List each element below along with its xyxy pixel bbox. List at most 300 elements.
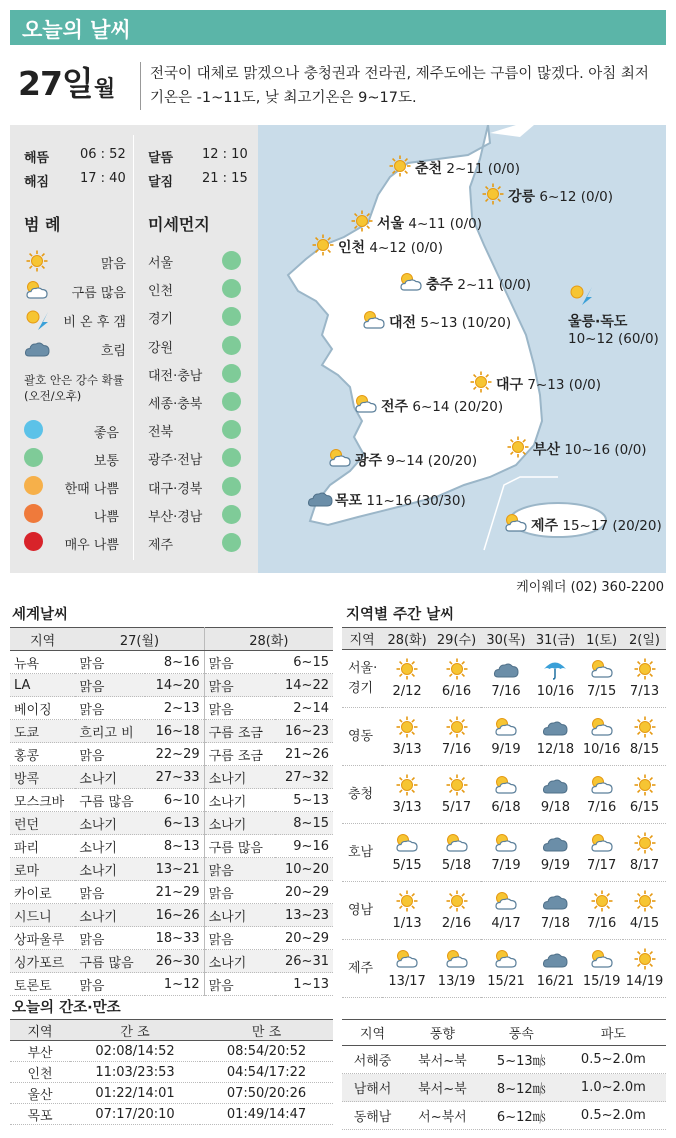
world-cell: 21~26 — [275, 743, 333, 766]
world-cell: 6~15 — [275, 651, 333, 674]
weekly-cell — [531, 882, 580, 940]
world-cell: 1~12 — [145, 973, 204, 996]
world-cell: 6~13 — [145, 812, 204, 835]
weekly-header: 31(금) — [531, 628, 580, 650]
city-temp: 11~16 (30/30) — [366, 493, 466, 509]
world-cell: 8~16 — [145, 651, 204, 674]
city-name: 부산 — [533, 442, 561, 458]
world-cell: 맑음 — [204, 651, 275, 674]
weekly-cell — [580, 766, 623, 824]
weekly-temp: 5/18 — [441, 858, 472, 873]
weekly-cell — [481, 824, 530, 882]
weekly-cell — [580, 708, 623, 766]
sea-cell: 서~북서 — [403, 1102, 482, 1130]
weekly-cell — [432, 650, 481, 708]
sun-icon — [349, 210, 375, 236]
table-row — [10, 743, 333, 766]
world-cell: 20~29 — [275, 881, 333, 904]
world-cell: 맑음 — [75, 881, 145, 904]
weekly-cell — [481, 940, 530, 998]
world-header-day2: 28(화) — [204, 628, 333, 651]
sun-icon — [632, 774, 658, 796]
table-row — [10, 904, 333, 927]
world-cell: 맑음 — [204, 973, 275, 996]
world-cell: 카이로 — [10, 881, 75, 904]
weekly-cell — [382, 882, 431, 940]
dust-face-icon — [24, 476, 43, 495]
world-cell: 14~20 — [145, 674, 204, 697]
tide-cell: 08:54/20:52 — [200, 1041, 333, 1062]
world-cell: 22~29 — [145, 743, 204, 766]
partly-cloudy-icon — [394, 948, 420, 970]
sea-cell: 서해중 — [342, 1046, 403, 1074]
sea-header: 풍향 — [403, 1020, 482, 1046]
city-temp: 10~12 (60/0) — [568, 331, 659, 347]
table-row — [10, 927, 333, 950]
weekly-temp: 13/17 — [388, 974, 426, 989]
weekly-temp: 14/19 — [625, 974, 664, 989]
table-row — [342, 882, 666, 940]
city-name: 인천 — [338, 240, 366, 256]
sun-icon — [632, 716, 658, 738]
cloud-icon — [493, 658, 519, 680]
world-cell: 런던 — [10, 812, 75, 835]
world-cell: 맑음 — [75, 674, 145, 697]
world-cell: 구름 조금 — [204, 743, 275, 766]
city-temp: 9~14 (20/20) — [386, 453, 478, 469]
weekly-cell — [382, 650, 431, 708]
dust-face-icon — [222, 364, 241, 383]
weekly-header: 30(목) — [481, 628, 530, 650]
city-temp: 7~13 (0/0) — [527, 377, 601, 393]
cloud-icon — [542, 948, 568, 970]
city-temp: 4~11 (0/0) — [408, 216, 482, 232]
dust-region: 경기 — [148, 312, 174, 328]
date-dow: 월 — [94, 77, 116, 102]
weekly-temp: 2/16 — [441, 916, 472, 931]
world-cell: 소나기 — [204, 766, 275, 789]
dust-region: 부산·경남 — [148, 509, 203, 525]
world-cell: 싱가포르 — [10, 950, 75, 973]
tide-cell: 01:49/14:47 — [200, 1104, 333, 1125]
weekly-header: 28(화) — [382, 628, 431, 650]
sun-icon — [310, 234, 336, 260]
world-cell: 2~14 — [275, 697, 333, 720]
weekly-cell — [623, 766, 666, 824]
weekly-region: 서울· 경기 — [342, 650, 382, 708]
world-cell: 5~13 — [275, 789, 333, 812]
world-cell: 소나기 — [75, 904, 145, 927]
legend-label: 흐림 — [100, 344, 126, 359]
city-temp: 10~16 (0/0) — [564, 442, 647, 458]
cloud-icon — [307, 487, 333, 513]
world-cell: 맑음 — [204, 697, 275, 720]
tide-cell: 04:54/17:22 — [200, 1062, 333, 1083]
world-cell: 27~32 — [275, 766, 333, 789]
weekly-cell — [531, 766, 580, 824]
dust-face-icon — [222, 392, 241, 411]
table-row — [10, 858, 333, 881]
tide-cell: 인천 — [10, 1062, 70, 1083]
partly-cloudy-icon — [493, 716, 519, 738]
weekly-temp: 8/17 — [629, 858, 660, 873]
table-row — [10, 1041, 333, 1062]
sun-icon — [468, 371, 494, 397]
weekly-temp: 3/13 — [392, 800, 422, 815]
banner-title: 오늘의 날씨 — [10, 10, 666, 45]
dust-title: 미세먼지 — [148, 215, 210, 234]
weekly-cell — [623, 650, 666, 708]
dust-region: 세종·충북 — [148, 397, 203, 412]
map-city — [389, 312, 511, 332]
weekly-header: 지역 — [342, 628, 382, 650]
weekly-cell — [623, 824, 666, 882]
city-name: 광주 — [355, 453, 383, 469]
world-cell: 16~18 — [145, 720, 204, 743]
world-cell: 8~13 — [145, 835, 204, 858]
dust-region: 강원 — [148, 340, 174, 356]
weekly-temp: 4/17 — [491, 916, 521, 931]
dust-face-icon — [222, 336, 241, 355]
dust-region: 제주 — [148, 538, 174, 553]
tide-table — [10, 1019, 333, 1125]
world-header-region: 지역 — [10, 628, 75, 651]
partly-cloudy-icon — [493, 948, 519, 970]
world-cell: 소나기 — [75, 835, 145, 858]
panel-divider — [133, 135, 134, 560]
weekly-region: 충청 — [342, 766, 382, 824]
weekly-cell — [531, 650, 580, 708]
map-city — [381, 396, 503, 416]
world-cell: 소나기 — [204, 904, 275, 927]
cloud-icon — [542, 832, 568, 854]
legend-label: 맑음 — [100, 257, 126, 272]
credit: 케이웨더 (02) 360-2200 — [516, 580, 664, 595]
weekly-cell — [481, 766, 530, 824]
weekly-temp: 7/16 — [441, 742, 472, 757]
cloud-icon — [542, 774, 568, 796]
cloud-icon — [542, 716, 568, 738]
world-cell: 2~13 — [145, 697, 204, 720]
weekly-region: 호남 — [342, 824, 382, 882]
sun-icon — [444, 890, 470, 912]
table-row — [10, 835, 333, 858]
weekly-temp: 7/17 — [587, 858, 617, 873]
world-cell: 16~23 — [275, 720, 333, 743]
world-cell: 14~22 — [275, 674, 333, 697]
world-cell: 시드니 — [10, 904, 75, 927]
map-city — [355, 450, 477, 470]
sea-cell: 8~12㎧ — [482, 1074, 561, 1102]
partly-cloudy-icon — [493, 832, 519, 854]
weekly-temp: 7/15 — [587, 684, 617, 699]
city-name: 전주 — [381, 399, 409, 415]
map-city — [338, 237, 443, 257]
weekly-temp: 12/18 — [536, 742, 575, 757]
sea-cell: 0.5~2.0m — [561, 1102, 666, 1130]
tide-cell: 부산 — [10, 1041, 70, 1062]
map-city — [508, 186, 613, 206]
world-cell: 맑음 — [204, 927, 275, 950]
dust-level-label: 한때 나쁨 — [64, 482, 119, 497]
world-cell: 9~16 — [275, 835, 333, 858]
weather-summary: 전국이 대체로 맑겠으나 충청권과 전라권, 제주도에는 구름이 많겠다. 아침 최저기온은 -1~11도, 낮 최고기온은 9~17도. — [150, 66, 649, 106]
weekly-cell — [580, 882, 623, 940]
partly-cloudy-icon — [24, 279, 50, 305]
sea-cell: 북서~북 — [403, 1074, 482, 1102]
weekly-cell — [481, 650, 530, 708]
sun-icon — [589, 890, 615, 912]
tide-header-region: 지역 — [10, 1020, 70, 1041]
sun-icon — [387, 155, 413, 181]
weekly-table — [342, 627, 666, 998]
weekly-temp: 7/16 — [587, 916, 617, 931]
world-cell: 맑음 — [75, 651, 145, 674]
partly-cloudy-icon — [589, 774, 615, 796]
dust-level-label: 좋음 — [93, 426, 119, 441]
weekly-region: 영남 — [342, 882, 382, 940]
partly-cloudy-icon — [444, 832, 470, 854]
weekly-temp: 2/12 — [392, 684, 422, 699]
sun-icon — [505, 436, 531, 462]
world-cell: 구름 많음 — [75, 950, 145, 973]
weekly-cell — [432, 824, 481, 882]
map-city — [377, 213, 482, 233]
weekly-title: 지역별 주간 날씨 — [346, 607, 455, 623]
map-city — [415, 158, 520, 178]
cloud-icon — [542, 890, 568, 912]
weekly-temp: 6/16 — [441, 684, 472, 699]
sun-icon — [444, 658, 470, 680]
table-row — [10, 1083, 333, 1104]
sunrise-label: 해뜸 — [24, 151, 50, 166]
city-name: 제주 — [531, 518, 559, 534]
city-temp: 4~12 (0/0) — [369, 240, 443, 256]
moonset-label: 달짐 — [148, 175, 174, 190]
sun-icon — [394, 716, 420, 738]
world-cell: 베이징 — [10, 697, 75, 720]
partly-cloudy-icon — [493, 774, 519, 796]
world-cell: 소나기 — [75, 766, 145, 789]
table-row — [10, 950, 333, 973]
tide-cell: 02:08/14:52 — [70, 1041, 200, 1062]
legend-label: 구름 많음 — [71, 286, 126, 301]
world-cell: 소나기 — [75, 812, 145, 835]
sun-icon — [480, 183, 506, 209]
world-cell: 상파울루 — [10, 927, 75, 950]
tide-cell: 01:22/14:01 — [70, 1083, 200, 1104]
tide-cell: 07:50/20:26 — [200, 1083, 333, 1104]
world-cell: 21~29 — [145, 881, 204, 904]
world-cell: 뉴욕 — [10, 651, 75, 674]
dust-face-icon — [24, 532, 43, 551]
world-header-day1: 27(월) — [75, 628, 204, 651]
tide-cell: 07:17/20:10 — [70, 1104, 200, 1125]
legend-label: 비 온 후 갬 — [63, 315, 126, 330]
world-cell: 구름 많음 — [75, 789, 145, 812]
world-cell: 파리 — [10, 835, 75, 858]
city-name: 춘천 — [415, 161, 443, 177]
weekly-temp: 10/16 — [536, 684, 575, 699]
umbrella-icon — [542, 658, 568, 680]
city-temp: 6~14 (20/20) — [412, 399, 504, 415]
partly-cloudy-icon — [589, 832, 615, 854]
sun-icon — [394, 658, 420, 680]
world-cell: 방콕 — [10, 766, 75, 789]
map-city — [496, 374, 601, 394]
table-row — [342, 766, 666, 824]
sea-table — [342, 1019, 666, 1130]
table-row — [342, 940, 666, 998]
cloud-icon — [24, 337, 50, 363]
dust-level-label: 보통 — [93, 454, 119, 469]
map-city — [426, 274, 531, 294]
world-cell: 소나기 — [204, 812, 275, 835]
moonrise-label: 달뜸 — [148, 151, 174, 166]
weekly-cell — [531, 708, 580, 766]
table-row — [342, 1074, 666, 1102]
world-cell: 흐리고 비 — [75, 720, 145, 743]
world-cell: 8~15 — [275, 812, 333, 835]
dust-level-label: 매우 나쁨 — [64, 538, 119, 553]
weekly-cell — [623, 708, 666, 766]
world-cell: 구름 조금 — [204, 720, 275, 743]
dust-region: 서울 — [148, 256, 174, 271]
sea-cell: 6~12㎧ — [482, 1102, 561, 1130]
partly-cloudy-icon — [398, 271, 424, 297]
city-name: 목포 — [335, 493, 363, 509]
dust-region: 대전·충남 — [148, 368, 203, 384]
world-cell: 16~26 — [145, 904, 204, 927]
partly-cloudy-icon — [589, 716, 615, 738]
world-cell: 맑음 — [75, 927, 145, 950]
sun-icon — [394, 890, 420, 912]
partly-cloudy-icon — [493, 890, 519, 912]
weekly-cell — [382, 766, 431, 824]
sunset-label: 해짐 — [24, 175, 50, 190]
city-temp: 6~12 (0/0) — [539, 189, 613, 205]
weekly-temp: 9/19 — [491, 742, 521, 757]
city-name: 충주 — [426, 277, 454, 293]
weekly-temp: 7/16 — [587, 800, 617, 815]
world-cell: 소나기 — [204, 789, 275, 812]
weekly-cell — [432, 708, 481, 766]
sea-cell: 5~13㎧ — [482, 1046, 561, 1074]
tide-header-high: 만 조 — [200, 1020, 333, 1041]
world-cell: 26~30 — [145, 950, 204, 973]
world-cell: 27~33 — [145, 766, 204, 789]
legend-title: 범 례 — [24, 215, 61, 234]
world-cell: 26~31 — [275, 950, 333, 973]
sea-cell: 북서~북 — [403, 1046, 482, 1074]
weekly-temp: 4/15 — [629, 916, 660, 931]
world-cell: 13~23 — [275, 904, 333, 927]
city-name: 대전 — [389, 315, 417, 331]
city-name: 서울 — [377, 216, 405, 232]
table-row — [10, 789, 333, 812]
sun-icon — [632, 832, 658, 854]
weekly-temp: 6/15 — [629, 800, 660, 815]
world-cell: 맑음 — [204, 858, 275, 881]
weekly-cell — [481, 708, 530, 766]
world-cell: 로마 — [10, 858, 75, 881]
weekly-temp: 16/21 — [536, 974, 575, 989]
table-row — [10, 651, 333, 674]
weekly-temp: 15/19 — [582, 974, 621, 989]
table-row — [342, 708, 666, 766]
weekly-temp: 6/18 — [491, 800, 521, 815]
weekly-temp: 13/19 — [437, 974, 476, 989]
weekly-temp: 9/19 — [540, 858, 571, 873]
table-row — [10, 881, 333, 904]
dust-region: 광주·전남 — [148, 453, 203, 469]
sun-icon — [632, 948, 658, 970]
table-row — [10, 766, 333, 789]
city-temp: 5~13 (10/20) — [420, 315, 512, 331]
city-name: 울릉·독도 — [568, 314, 628, 330]
precip-note: 괄호 안은 강수 확률 (오전/오후) — [24, 373, 124, 403]
weekly-cell — [382, 824, 431, 882]
table-row — [10, 720, 333, 743]
moonset-time: 21 : 15 — [202, 171, 248, 186]
weekly-region: 영동 — [342, 708, 382, 766]
dust-level-label: 나쁨 — [93, 510, 119, 525]
world-cell: 6~10 — [145, 789, 204, 812]
partly-cloudy-icon — [589, 948, 615, 970]
world-cell: 구름 많음 — [204, 835, 275, 858]
partly-cloudy-icon — [444, 948, 470, 970]
sun-icon — [394, 774, 420, 796]
tide-cell: 11:03/23:53 — [70, 1062, 200, 1083]
weekly-temp: 5/17 — [441, 800, 472, 815]
weekly-region: 제주 — [342, 940, 382, 998]
sun-icon — [444, 716, 470, 738]
city-name: 강릉 — [508, 189, 536, 205]
sea-header: 파도 — [561, 1020, 666, 1046]
city-temp: 2~11 (0/0) — [457, 277, 531, 293]
weekly-temp: 5/15 — [392, 858, 422, 873]
world-cell: 맑음 — [204, 674, 275, 697]
dust-face-icon — [222, 505, 241, 524]
table-row — [10, 973, 333, 996]
world-table — [10, 627, 333, 996]
world-title: 세계날씨 — [12, 607, 69, 623]
sunrise-time: 06 : 52 — [80, 147, 126, 162]
weekly-temp: 7/13 — [629, 684, 660, 699]
dust-region: 인천 — [148, 284, 174, 300]
partly-cloudy-icon — [327, 447, 353, 473]
weekly-temp: 7/19 — [491, 858, 521, 873]
world-cell: 맑음 — [75, 743, 145, 766]
weekly-header: 1(토) — [580, 628, 623, 650]
world-cell: 홍콩 — [10, 743, 75, 766]
sun-icon — [632, 890, 658, 912]
sea-cell: 1.0~2.0m — [561, 1074, 666, 1102]
dust-region: 대구·경북 — [148, 481, 203, 497]
world-cell: 10~20 — [275, 858, 333, 881]
world-cell: 소나기 — [75, 858, 145, 881]
dust-face-icon — [222, 533, 241, 552]
weekly-temp: 9/18 — [540, 800, 571, 815]
partly-cloudy-icon — [394, 832, 420, 854]
dust-face-icon — [24, 420, 43, 439]
world-cell: LA — [10, 674, 75, 697]
tide-cell: 목포 — [10, 1104, 70, 1125]
table-row — [342, 824, 666, 882]
map-city — [533, 439, 647, 459]
table-row — [10, 1104, 333, 1125]
weekly-cell — [623, 940, 666, 998]
